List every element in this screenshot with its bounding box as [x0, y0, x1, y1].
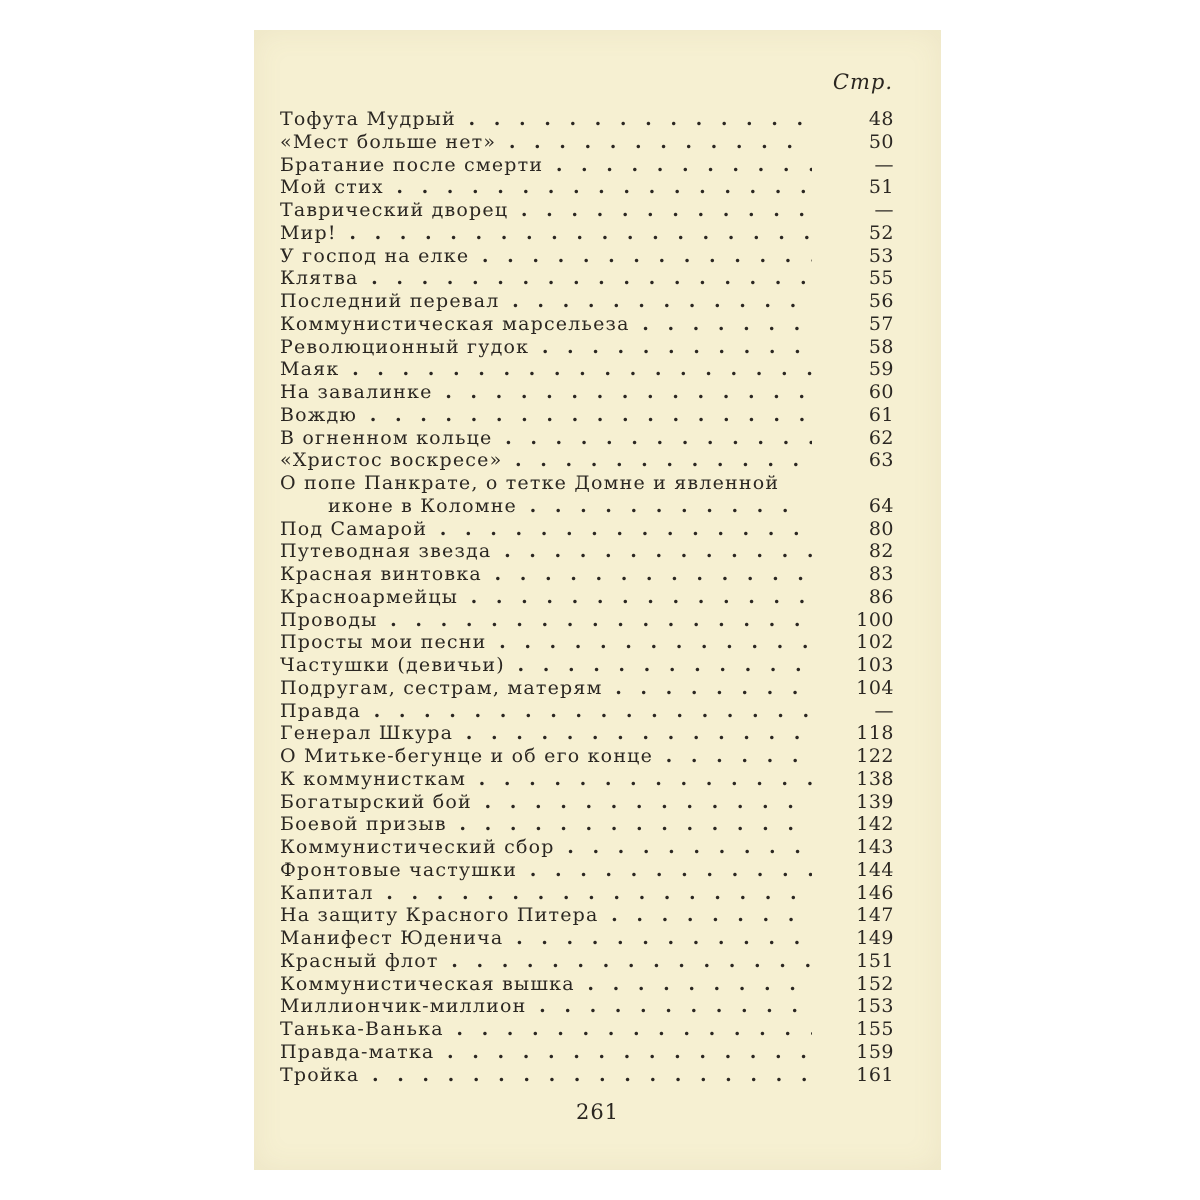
- toc-entry-title: Богатырский бой . . .: [280, 791, 812, 814]
- toc-entry: [280, 745, 894, 768]
- toc-entry-page: —: [874, 199, 894, 221]
- toc-entry-title: Коммунистический сбор . . .: [280, 836, 812, 859]
- toc-entry: [280, 813, 894, 836]
- toc-entry-page: 122: [856, 745, 894, 767]
- toc-entry: [280, 586, 894, 609]
- toc-entry-page: 60: [868, 381, 894, 403]
- toc-entry-title: Подругам, сестрам, матерям . . .: [280, 677, 812, 700]
- toc-entry-title: К коммунисткам . . .: [280, 768, 812, 791]
- toc-entry-title: Правда-матка . . .: [280, 1041, 812, 1064]
- toc-entry-title-wrap: [280, 700, 812, 723]
- toc-entry-title-wrap: [280, 1041, 812, 1064]
- toc-entry-title: О Митьке-бегунце и об его конце . . .: [280, 745, 812, 768]
- toc-entry: [280, 904, 894, 927]
- toc-entry-title-wrap: [280, 1018, 812, 1041]
- toc-entry: [280, 882, 894, 905]
- toc-entry-page: 149: [856, 927, 894, 949]
- toc-entry-title: Таврический дворец . . .: [280, 199, 812, 222]
- toc-entry-title: Путеводная звезда . . .: [280, 540, 812, 563]
- toc-entry-title: «Мест больше нет» . . .: [280, 131, 812, 154]
- toc-entry-title: Маяк . . .: [280, 358, 812, 381]
- toc-entry-title: Правда . . .: [280, 700, 812, 723]
- toc-entry-title-wrap: [280, 245, 812, 268]
- toc-entry: [280, 973, 894, 996]
- toc-entry: [280, 927, 894, 950]
- toc-entry-page: 86: [868, 585, 894, 608]
- toc-entry: [280, 995, 894, 1018]
- toc-entry-page: 139: [856, 790, 894, 813]
- toc-entry-title-wrap: [280, 427, 812, 450]
- toc-entry-title: Под Самарой . . .: [280, 518, 812, 541]
- toc-entry: [280, 791, 894, 814]
- toc-entry-title-wrap: [280, 904, 812, 927]
- toc-entry-page: 144: [856, 858, 894, 881]
- toc-entry-title: Просты мои песни . . .: [280, 631, 812, 654]
- toc-entry: [280, 199, 894, 222]
- page-number: 261: [575, 1100, 620, 1124]
- toc-entry: [280, 449, 894, 472]
- toc-entry: [280, 631, 894, 654]
- toc-entry: [280, 563, 894, 586]
- toc-entry-title-wrap: [280, 358, 812, 381]
- toc-entry: [280, 1041, 894, 1064]
- toc-entry-title: Клятва . . .: [280, 267, 812, 290]
- toc-entry: [280, 1018, 894, 1041]
- toc-entry-page: 53: [868, 244, 894, 267]
- toc-entry: [280, 859, 894, 882]
- toc-entry-title-wrap: [280, 836, 812, 859]
- toc-entry: [280, 176, 894, 199]
- toc-entry-page: 48: [868, 108, 894, 130]
- toc-entry-title-wrap: [280, 449, 812, 472]
- toc-entry-title: Капитал . . .: [280, 882, 812, 905]
- toc-entry-title: Проводы . . .: [280, 609, 812, 632]
- toc-entry: [280, 131, 894, 154]
- toc-entry-page: 151: [856, 949, 894, 972]
- toc-entry: [280, 358, 894, 381]
- toc-entry-page: —: [874, 699, 894, 722]
- toc-entry-title-line1: О попе Панкрате, о тетке Домне и явленной: [280, 472, 780, 494]
- toc-entry-page: 146: [856, 881, 894, 904]
- toc-entry-title-wrap: [280, 677, 812, 700]
- toc-entry-title: Коммунистическая вышка . . .: [280, 973, 812, 996]
- toc-entry: [280, 677, 894, 700]
- toc-entry-page: 152: [856, 972, 894, 995]
- toc-entry: [280, 267, 894, 290]
- toc-entry-title: Фронтовые частушки . . .: [280, 859, 812, 882]
- toc-entry-title-wrap: [280, 199, 812, 222]
- toc-entry-title-wrap: [280, 745, 812, 768]
- toc-entry-title: Красноармейцы . . .: [280, 586, 812, 609]
- toc-entry-title-wrap: [280, 472, 812, 518]
- toc-entry-title: Красная винтовка . . .: [280, 563, 812, 586]
- toc-entry: [280, 654, 894, 677]
- toc-entry-page: 142: [856, 813, 894, 836]
- toc-entry: [280, 768, 894, 791]
- toc-entry: [280, 336, 894, 359]
- toc-entry: [280, 222, 894, 245]
- toc-entry-page: 159: [856, 1040, 894, 1063]
- toc-entry-title-line2: иконе в Коломне: [328, 494, 517, 517]
- toc-entry-title-wrap: [280, 1064, 812, 1087]
- toc-entry-page: 118: [856, 722, 894, 745]
- toc-entry-title: Коммунистическая марсельеза . . .: [280, 313, 812, 336]
- toc-entry-title-wrap: [280, 927, 812, 950]
- toc-entry: [280, 722, 894, 745]
- toc-entry-page: 82: [868, 540, 894, 563]
- toc-entry-page: 57: [868, 312, 894, 335]
- toc-entry-page: 103: [856, 654, 894, 676]
- toc-entry-title: Революционный гудок . . .: [280, 336, 812, 359]
- toc-entry: [280, 836, 894, 859]
- toc-entry-title: Красный флот . . .: [280, 950, 812, 973]
- toc-entry-title-wrap: [280, 404, 812, 427]
- toc-entry-title: [280, 472, 812, 518]
- toc-entry-title: Генерал Шкура . . .: [280, 722, 812, 745]
- toc-entry-title: «Христос воскресе» . . .: [280, 449, 812, 472]
- toc-entry-title-wrap: [280, 154, 812, 177]
- toc-entry-title: Тофута Мудрый . . .: [280, 108, 812, 131]
- toc-entry-title-wrap: [280, 290, 812, 313]
- toc-entry: [280, 609, 894, 632]
- toc-entry: [280, 540, 894, 563]
- toc-entry-title-wrap: [280, 222, 812, 245]
- toc-entry-title-wrap: [280, 950, 812, 973]
- toc-entry-page: —: [874, 153, 894, 176]
- toc-entry: [280, 1064, 894, 1087]
- toc-entry-page: 56: [868, 290, 894, 312]
- toc-entry-title-wrap: [280, 882, 812, 905]
- toc-entry-title: Боевой призыв . . .: [280, 813, 812, 836]
- toc-entry-title: Миллиончик-миллион . . .: [280, 995, 812, 1018]
- toc-entry-page: 138: [856, 767, 894, 790]
- toc-entry-page: 62: [868, 426, 894, 449]
- toc-entry: [280, 245, 894, 268]
- toc-entry-title: На завалинке . . .: [280, 381, 812, 404]
- toc-entry-page: 100: [856, 608, 894, 631]
- toc-entry-title-wrap: [280, 631, 812, 654]
- toc-entry-page: 50: [868, 130, 894, 153]
- toc-entry-page: 83: [868, 563, 894, 585]
- page-column-header: Стр.: [832, 70, 893, 94]
- toc-entry-title-wrap: [280, 381, 812, 404]
- toc-entry-title-wrap: [280, 563, 812, 586]
- toc-entry-page: 55: [868, 267, 894, 290]
- book-page: [254, 30, 941, 1170]
- toc-entry-title: Частушки (девичьи) . . .: [280, 654, 812, 677]
- toc-entry: [280, 313, 894, 336]
- toc-entry: [280, 950, 894, 973]
- toc-entry-title: Тройка . . .: [280, 1064, 812, 1087]
- toc-entry-title-wrap: [280, 995, 812, 1018]
- table-of-contents: [280, 108, 894, 1086]
- toc-entry-title-wrap: [280, 859, 812, 882]
- toc-entry-title-wrap: [280, 722, 812, 745]
- toc-entry-page: 155: [856, 1018, 894, 1040]
- toc-entry-title: Вождю . . .: [280, 404, 812, 427]
- toc-entry-title-wrap: [280, 176, 812, 199]
- toc-entry-page: 52: [868, 221, 894, 244]
- toc-entry-title-wrap: [280, 518, 812, 541]
- toc-entry: [280, 472, 894, 518]
- toc-entry-page: 58: [868, 335, 894, 358]
- toc-entry-title-wrap: [280, 654, 812, 677]
- toc-entry-title: Братание после смерти . . .: [280, 154, 812, 177]
- toc-entry-title-wrap: [280, 540, 812, 563]
- toc-entry-page: 64: [868, 494, 894, 517]
- toc-entry: [280, 381, 894, 404]
- toc-entry-title: Танька-Ванька . . .: [280, 1018, 812, 1041]
- toc-entry-title-wrap: [280, 609, 812, 632]
- toc-entry-page: 61: [868, 403, 894, 426]
- toc-entry-page: 63: [868, 449, 894, 472]
- toc-entry-title-wrap: [280, 791, 812, 814]
- toc-entry-title: В огненном кольце . . .: [280, 427, 812, 450]
- toc-entry-title-wrap: [280, 586, 812, 609]
- toc-entry-title-wrap: [280, 313, 812, 336]
- toc-entry-title: Мир! . . .: [280, 222, 812, 245]
- toc-entry-title-wrap: [280, 336, 812, 359]
- toc-entry-page: 59: [868, 358, 894, 381]
- toc-entry-page: 51: [868, 176, 894, 199]
- toc-entry-title-wrap: [280, 267, 812, 290]
- toc-entry: [280, 154, 894, 177]
- toc-entry-title: На защиту Красного Питера . . .: [280, 904, 812, 927]
- toc-entry: [280, 290, 894, 313]
- toc-entry-title: Мой стих . . .: [280, 176, 812, 199]
- toc-entry-page: 143: [856, 836, 894, 858]
- toc-entry-title-wrap: [280, 768, 812, 791]
- toc-entry: [280, 700, 894, 723]
- toc-entry-title-wrap: [280, 973, 812, 996]
- toc-entry-page: 153: [856, 995, 894, 1018]
- toc-entry-page: 104: [856, 676, 894, 699]
- toc-entry-page: 80: [868, 517, 894, 540]
- toc-entry-title: У господ на елке . . .: [280, 245, 812, 268]
- toc-entry-title-wrap: [280, 108, 812, 131]
- toc-entry: [280, 427, 894, 450]
- toc-entry-page: 161: [856, 1063, 894, 1086]
- toc-entry-title-wrap: [280, 813, 812, 836]
- toc-entry: [280, 108, 894, 131]
- toc-entry-page: 147: [856, 904, 894, 927]
- toc-entry: [280, 518, 894, 541]
- toc-entry-title-wrap: [280, 131, 812, 154]
- toc-entry-page: 102: [856, 631, 894, 654]
- toc-entry: [280, 404, 894, 427]
- toc-entry-title: Манифест Юденича . . .: [280, 927, 812, 950]
- toc-entry-title: Последний перевал . . .: [280, 290, 812, 313]
